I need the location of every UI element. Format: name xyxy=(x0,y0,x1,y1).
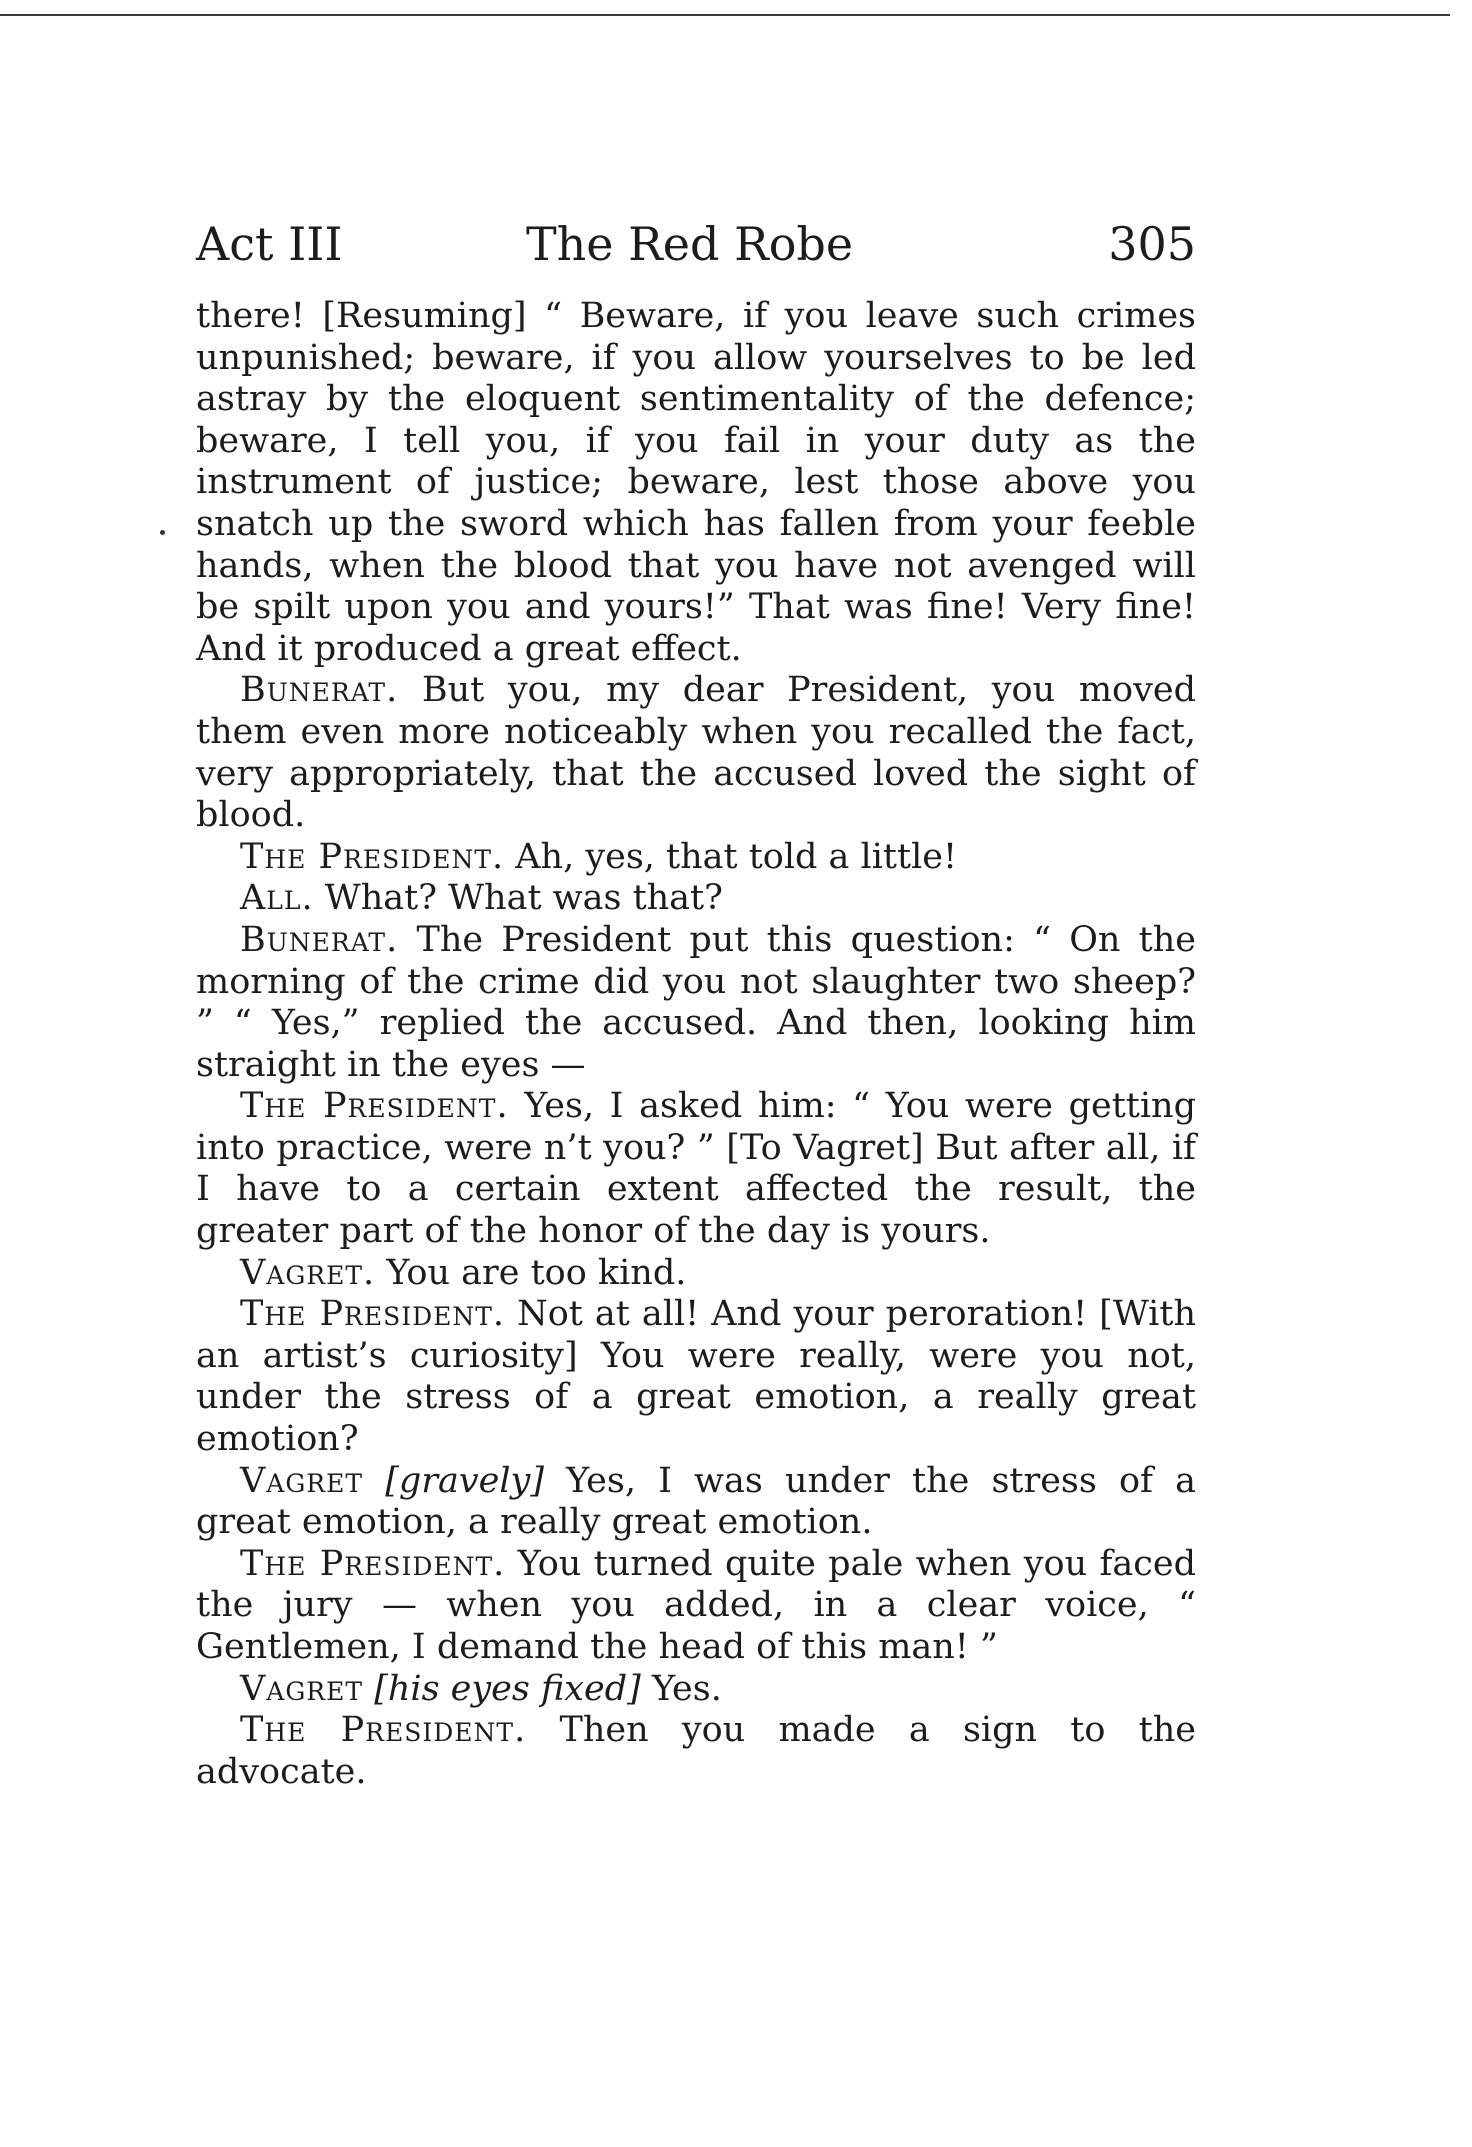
speaker-name: The President. xyxy=(240,1543,506,1584)
speech-bunerat-1 xyxy=(196,670,1196,836)
speaker-name: The President. xyxy=(240,1294,506,1335)
speech-text: The President put this question: “ On the morning of the crime did you not slaughter two sheep? ” “ Yes,” replied the accused. And then, looking him straight in the eyes — xyxy=(196,919,1196,1085)
speech-text: Yes, I was under the stress of a great emotion, a really great emotion. xyxy=(196,1460,1196,1543)
speaker-name: Vagret xyxy=(240,1668,364,1709)
stage-direction: [gravely] xyxy=(385,1460,544,1501)
speech-text: But you, my dear President, you moved them even more noticeably when you recalled the fact, very appropriately, that the accused loved the sight of blood. xyxy=(196,670,1196,836)
top-rule xyxy=(0,14,1450,16)
speaker-name: Vagret. xyxy=(240,1252,376,1293)
stray-mark xyxy=(160,530,165,535)
running-title: The Red Robe xyxy=(526,217,854,271)
speech-vagret-1 xyxy=(196,1253,1196,1295)
speaker-name: The President. xyxy=(240,1086,509,1127)
speaker-name: Bunerat. xyxy=(240,919,399,960)
speaker-name: Vagret xyxy=(240,1460,364,1501)
speech-president-5 xyxy=(196,1710,1196,1793)
speaker-name: Bunerat. xyxy=(240,670,399,711)
speech-text: You are too kind. xyxy=(386,1252,687,1293)
speech-text: Then you made a sign to the advocate. xyxy=(196,1710,1196,1792)
stage-direction: [his eyes fixed] xyxy=(374,1668,641,1709)
speech-vagret-3 xyxy=(196,1669,1196,1711)
speech-text: Not at all! And your peroration! [With an artist’s curiosity] You were really, were you not, under the stress of a great emotion, a really great emotion? xyxy=(196,1294,1196,1460)
speaker-name: All. xyxy=(240,878,314,919)
page-number: 305 xyxy=(1108,217,1196,271)
speech-all xyxy=(196,878,1196,920)
speech-text: What? What was that? xyxy=(324,878,723,919)
speech-president-2 xyxy=(196,1086,1196,1252)
speech-vagret-2 xyxy=(196,1461,1196,1544)
speech-president-4 xyxy=(196,1544,1196,1669)
speech-text: You turned quite pale when you faced the jury — when you added, in a clear voice, “ Gentlemen, I demand the head of this man! ” xyxy=(196,1543,1196,1667)
speech-text: Yes. xyxy=(651,1668,722,1709)
speech-bunerat-2 xyxy=(196,920,1196,1086)
speech-text: Ah, yes, that told a little! xyxy=(515,836,958,877)
speech-president-3 xyxy=(196,1294,1196,1460)
page-body xyxy=(196,296,1196,1793)
speech-text: Yes, I asked him: “ You were getting into practice, were n’t you? ” [To Vagret] But after all, if I have to a certain extent affected the result, the greater part of the honor of the day is yours. xyxy=(196,1086,1196,1252)
running-header xyxy=(196,214,1196,274)
speech-president-1 xyxy=(196,837,1196,879)
speaker-name: The President. xyxy=(240,1710,527,1751)
paragraph-continued xyxy=(196,296,1196,670)
act-label: Act III xyxy=(196,217,343,271)
paragraph-text: there! [Resuming] “ Beware, if you leave such crimes unpunished; beware, if you allow yourselves to be led astray by the eloquent sentimentality of the defence; beware, I tell you, if you fail in your duty as the instrument of justice; beware, lest those above you snatch up the sword which has fallen from your feeble hands, when the blood that you have not avenged will be spilt upon you and yours!” That was fine! Very fine! And it produced a great effect. xyxy=(196,296,1196,669)
speaker-name: The President. xyxy=(240,836,505,877)
